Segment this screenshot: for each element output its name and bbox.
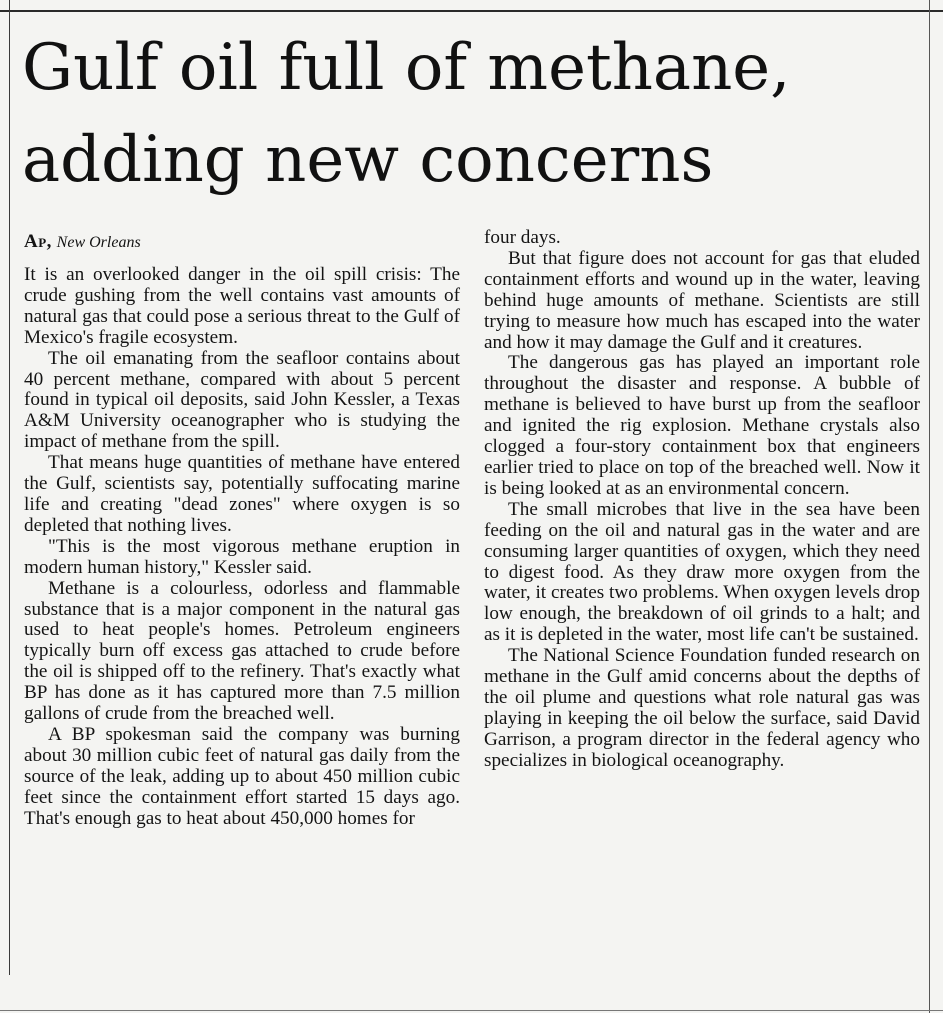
dateline-place: New Orleans [56,234,141,251]
top-rule [0,10,943,12]
right-rule [929,0,930,1013]
paragraph: But that figure does not account for gas that eluded containment efforts and wound up in the water, leaving behind huge amounts of methane. Scientists are still trying to measure how much has escaped into the water and how it may damage the Gulf and it creatures. [484,247,920,353]
paragraph: The National Science Foundation funded research on methane in the Gulf amid concerns about the depths of the oil plume and questions what role natural gas was playing in keeping the oil below the surface, said David Garrison, a program director in the federal agency who specializes in biological oceanography. [484,645,920,771]
paragraph: Methane is a colourless, odorless and flammable substance that is a major component in the natural gas used to heat people's homes. Petroleum engineers typically burn off excess gas attached to crude before the oil is shipped off to the refinery. That's exactly what BP has done as it has captured more than 7.5 million gallons of crude from the breached well. [24,577,460,725]
bottom-rule [0,1010,943,1011]
paragraph-continued: four days. [484,227,561,248]
article-column-left [24,232,460,829]
headline-line-1: Gulf oil full of methane, [22,31,791,105]
paragraph: A BP spokesman said the company was burning about 30 million cubic feet of natural gas daily from the source of the leak, adding up to about 450 million cubic feet since the containment effort started 15 days ago. That's enough gas to heat about 450,000 homes for [24,723,460,829]
left-rule [9,0,10,975]
paragraph: The oil emanating from the seafloor contains about 40 percent methane, compared with about 5 percent found in typical oil deposits, said John Kessler, a Texas A&M University oceanographer who is studying the impact of methane from the spill. [24,347,460,453]
article-column-right [484,228,920,772]
headline-line-2: adding new concerns [22,123,714,197]
dateline-agency: Ap, [24,231,52,252]
headline [22,22,922,206]
paragraph: The small microbes that live in the sea have been feeding on the oil and natural gas in the water and are consuming larger quantities of oxygen, which they need to digest food. As they draw more oxygen from the water, it creates two problems. When oxygen levels drop low enough, the breakdown of oil grinds to a halt; and as it is depleted in the water, most life can't be sustained. [484,498,920,646]
paragraph: It is an overlooked danger in the oil spill crisis: The crude gushing from the well contains vast amounts of natural gas that could pose a serious threat to the Gulf of Mexico's fragile ecosystem. [24,264,460,348]
paragraph: The dangerous gas has played an important role throughout the disaster and response. A bubble of methane is believed to have burst up from the seafloor and ignited the rig explosion. Methane crystals also clogged a four-story containment box that engineers earlier tried to place on top of the breached well. Now it is being looked at as an environmental concern. [484,352,920,499]
paragraph: That means huge quantities of methane have entered the Gulf, scientists say, potentially suffocating marine life and creating "dead zones" where oxygen is so depleted that nothing lives. [24,452,460,536]
dateline [24,232,460,253]
paragraph: "This is the most vigorous methane eruption in modern human history," Kessler said. [24,535,460,578]
